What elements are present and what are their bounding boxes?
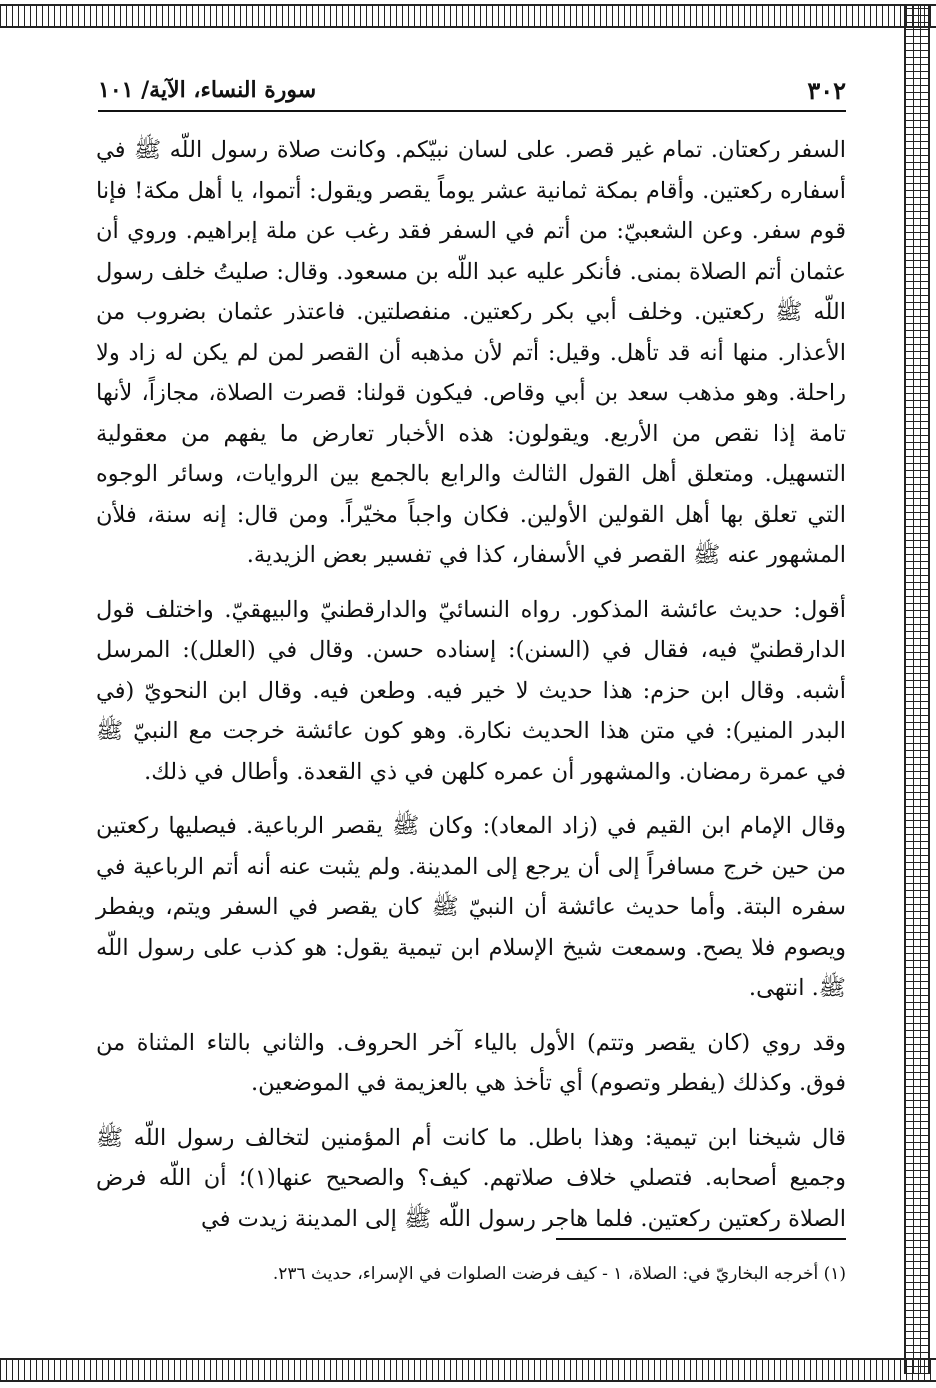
page-number: ٣٠٢	[807, 75, 846, 105]
paragraph-4: وقد روي (كان يقصر وتتم) الأول بالياء آخر الحروف. والثاني بالتاء المثناة من فوق. وكذلك (يفطر وتصوم) أي تأخذ هي بالعزيمة في الموضعين.	[96, 1029, 846, 1096]
paragraph-5: قال شيخنا ابن تيمية: وهذا باطل. ما كانت أم المؤمنين لتخالف رسول اللّه ﷺ وجميع أصحابه. فتصلي خلاف صلاتهم. كيف؟ والصحيح عنها(١)؛ أن اللّه فرض الصلاة ركعتين ركعتين. فلما هاجر رسول اللّه ﷺ إلى المدينة زيدت في	[96, 1124, 846, 1232]
page-header	[98, 70, 846, 112]
decorative-border-top	[0, 4, 936, 28]
paragraph-3: وقال الإمام ابن القيم في (زاد المعاد): وكان ﷺ يقصر الرباعية. فيصليها ركعتين من حين خرج مسافراً إلى أن يرجع إلى المدينة. ولم يثبت عنه أنه أتم الرباعية في سفره البتة. وأما حديث عائشة أن النبيّ ﷺ كان يقصر في السفر ويتم، ويفطر ويصوم فلا يصح. وسمعت شيخ الإسلام ابن تيمية يقول: هو كذب على رسول اللّه ﷺ. انتهى.	[96, 813, 846, 1001]
paragraph-1: السفر ركعتان. تمام غير قصر. على لسان نبيّكم. وكانت صلاة رسول اللّه ﷺ في أسفاره ركعتين. وأقام بمكة ثمانية عشر يوماً يقصر ويقول: أتموا، يا أهل مكة! فإنا قوم سفر. وعن الشعبيّ: من أتم في السفر فقد رغب عن ملة إبراهيم. وروي أن عثمان أتم الصلاة بمنى. فأنكر عليه عبد اللّه بن مسعود. وقال: صليتُ خلف رسول اللّه ﷺ ركعتين. وخلف أبي بكر ركعتين. منفصلتين. فاعتذر عثمان بضروب من الأعذار. منها أنه قد تأهل. وقيل: أتم لأن مذهبه أن القصر لمن لم يكن له زاد ولا راحلة. وهو مذهب سعد بن أبي وقاص. فيكون قولنا: قصرت الصلاة، مجازاً، لأنها تامة إذا نقص من الأربع. ويقولون: هذه الأخبار تعارض ما يفهم من معقولية التسهيل. ومتعلق أهل القول الثالث والرابع بالجمع بين الروايات، وسائر الوجوه التي تعلق بها أهل القولين الأولين. فكان واجباً مخيّراً. ومن قال: إنه سنة، فلأن المشهور عنه ﷺ القصر في الأسفار، كذا في تفسير بعض الزيدية.	[96, 137, 846, 568]
paragraph-2: أقول: حديث عائشة المذكور. رواه النسائيّ والدارقطنيّ والبيهقيّ. واختلف قول الدارقطنيّ فيه، فقال في (السنن): إسناده حسن. وقال في (العلل): المرسل أشبه. وقال ابن حزم: هذا حديث لا خير فيه. وطعن فيه. وقال ابن النحويّ (في البدر المنير): في متن هذا الحديث نكارة. وهو كون عائشة خرجت مع النبيّ ﷺ في عمرة رمضان. والمشهور أن عمره كلهن في ذي القعدة. وأطال في ذلك.	[96, 596, 846, 785]
decorative-border-bottom	[0, 1358, 936, 1382]
footnote: (١) أخرجه البخاريّ في: الصلاة، ١ - كيف فرضت الصلوات في الإسراء، حديث ٢٣٦.	[272, 1264, 846, 1284]
footnote-divider	[556, 1238, 846, 1240]
decorative-border-right	[904, 4, 930, 1374]
running-title: سورة النساء، الآية/ ١٠١	[98, 77, 317, 103]
main-text	[96, 130, 846, 1253]
